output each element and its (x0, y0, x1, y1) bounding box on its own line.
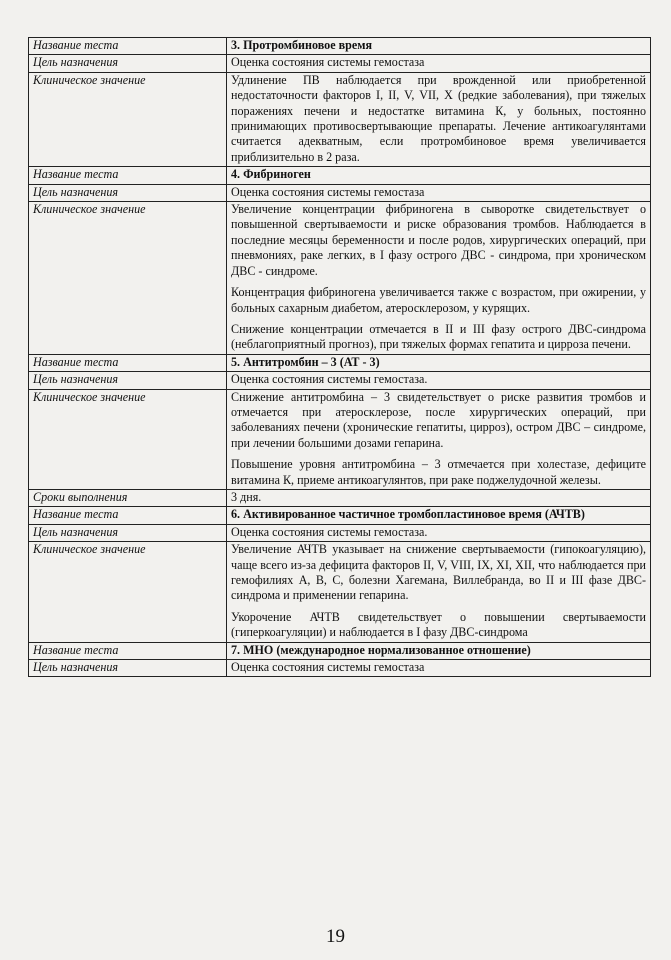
row-label: Клиническое значение (29, 389, 227, 489)
clinical-paragraph: Снижение концентрации отмечается в II и III фазу острого ДВС-синдрома (неблагоприятный прогноз), при тяжелых формах гепатита и цирроза печени. (231, 321, 646, 352)
row-label: Цель назначения (29, 184, 227, 201)
row-label: Клиническое значение (29, 202, 227, 355)
test-title: 6. Активированное частичное тромбопластиновое время (АЧТВ) (227, 507, 651, 524)
row-label: Название теста (29, 507, 227, 524)
clinical-paragraph: Снижение антитромбина – 3 свидетельствует о риске развития тромбов и отмечается при атеросклерозе, после хирургических операций, при заболеваниях печени (хронические гепатиты, цирроз), остром ДВС – синдроме, при лечении большими дозами гепарина. (231, 389, 646, 450)
row-value (227, 72, 651, 166)
table-row (29, 389, 651, 489)
row-label: Цель назначения (29, 660, 227, 677)
table-row (29, 542, 651, 642)
clinical-paragraph: Концентрация фибриногена увеличивается также с возрастом, при ожирении, у больных сахарным диабетом, атеросклерозом, у курящих. (231, 285, 646, 315)
row-label: Сроки выполнения (29, 489, 227, 506)
table-row (29, 507, 651, 524)
row-label: Название теста (29, 642, 227, 659)
row-value: Оценка состояния системы гемостаза. (227, 524, 651, 541)
row-label: Цель назначения (29, 372, 227, 389)
test-title: 3. Протромбиновое время (227, 38, 651, 55)
row-value (227, 542, 651, 642)
row-value: Оценка состояния системы гемостаза (227, 55, 651, 72)
table-row (29, 489, 651, 506)
table-row (29, 354, 651, 371)
row-label: Клиническое значение (29, 72, 227, 166)
page-number: 19 (326, 926, 345, 947)
row-value (227, 389, 651, 489)
clinical-paragraph: Укорочение АЧТВ свидетельствует о повышении свертываемости (гиперкоагуляции) и наблюдается в I фазу ДВС-синдрома (231, 609, 646, 640)
row-value: Оценка состояния системы гемостаза. (227, 372, 651, 389)
row-label: Название теста (29, 38, 227, 55)
row-label: Клиническое значение (29, 542, 227, 642)
row-label: Название теста (29, 354, 227, 371)
test-title: 5. Антитромбин – 3 (АТ - 3) (227, 354, 651, 371)
row-value (227, 202, 651, 355)
table-row (29, 202, 651, 355)
test-title: 7. МНО (международное нормализованное отношение) (227, 642, 651, 659)
table-row (29, 167, 651, 184)
table-row (29, 372, 651, 389)
clinical-paragraph: Удлинение ПВ наблюдается при врожденной или приобретенной недостаточности факторов I, II, V, VII, X (редкие заболевания), при тяжелых поражениях печени и недостатке витамина К, у больных, постоянно принимающих противосвертывающие препараты. Лечение антикоагулянтами считается адекватным, если протромбиновое время увеличивается приблизительно в 2 раза. (231, 72, 646, 164)
table-row (29, 38, 651, 55)
row-label: Цель назначения (29, 524, 227, 541)
row-label: Название теста (29, 167, 227, 184)
clinical-paragraph: Увеличение концентрации фибриногена в сыворотке свидетельствует о повышенной свертываемости и риске образования тромбов. Наблюдается в последние месяцы беременности и после родов, хирургических операций, при пневмониях, раке легких, в I фазу острого ДВС - синдрома, при хроническом ДВС - синдроме. (231, 202, 646, 278)
test-title: 4. Фибриноген (227, 167, 651, 184)
row-label: Цель назначения (29, 55, 227, 72)
row-value: Оценка состояния системы гемостаза (227, 660, 651, 677)
table-row (29, 642, 651, 659)
table-row (29, 184, 651, 201)
table-row (29, 72, 651, 166)
table-row (29, 524, 651, 541)
row-value: Оценка состояния системы гемостаза (227, 184, 651, 201)
clinical-paragraph: Увеличение АЧТВ указывает на снижение свертываемости (гипокоагуляцию), чаще всего из-за дефицита факторов II, V, VIII, IX, XI, XII, что наблюдается при гемофилиях А, В, С, болезни Хагемана, Виллебранда, во II и III фазе ДВС-синдрома и применении гепарина. (231, 542, 646, 603)
row-value: 3 дня. (227, 489, 651, 506)
table-row (29, 55, 651, 72)
table-row (29, 660, 651, 677)
clinical-paragraph: Повышение уровня антитромбина – 3 отмечается при холестазе, дефиците витамина К, приеме антикоагулянтов, при раке поджелудочной железы. (231, 457, 646, 487)
test-info-table (28, 37, 651, 677)
